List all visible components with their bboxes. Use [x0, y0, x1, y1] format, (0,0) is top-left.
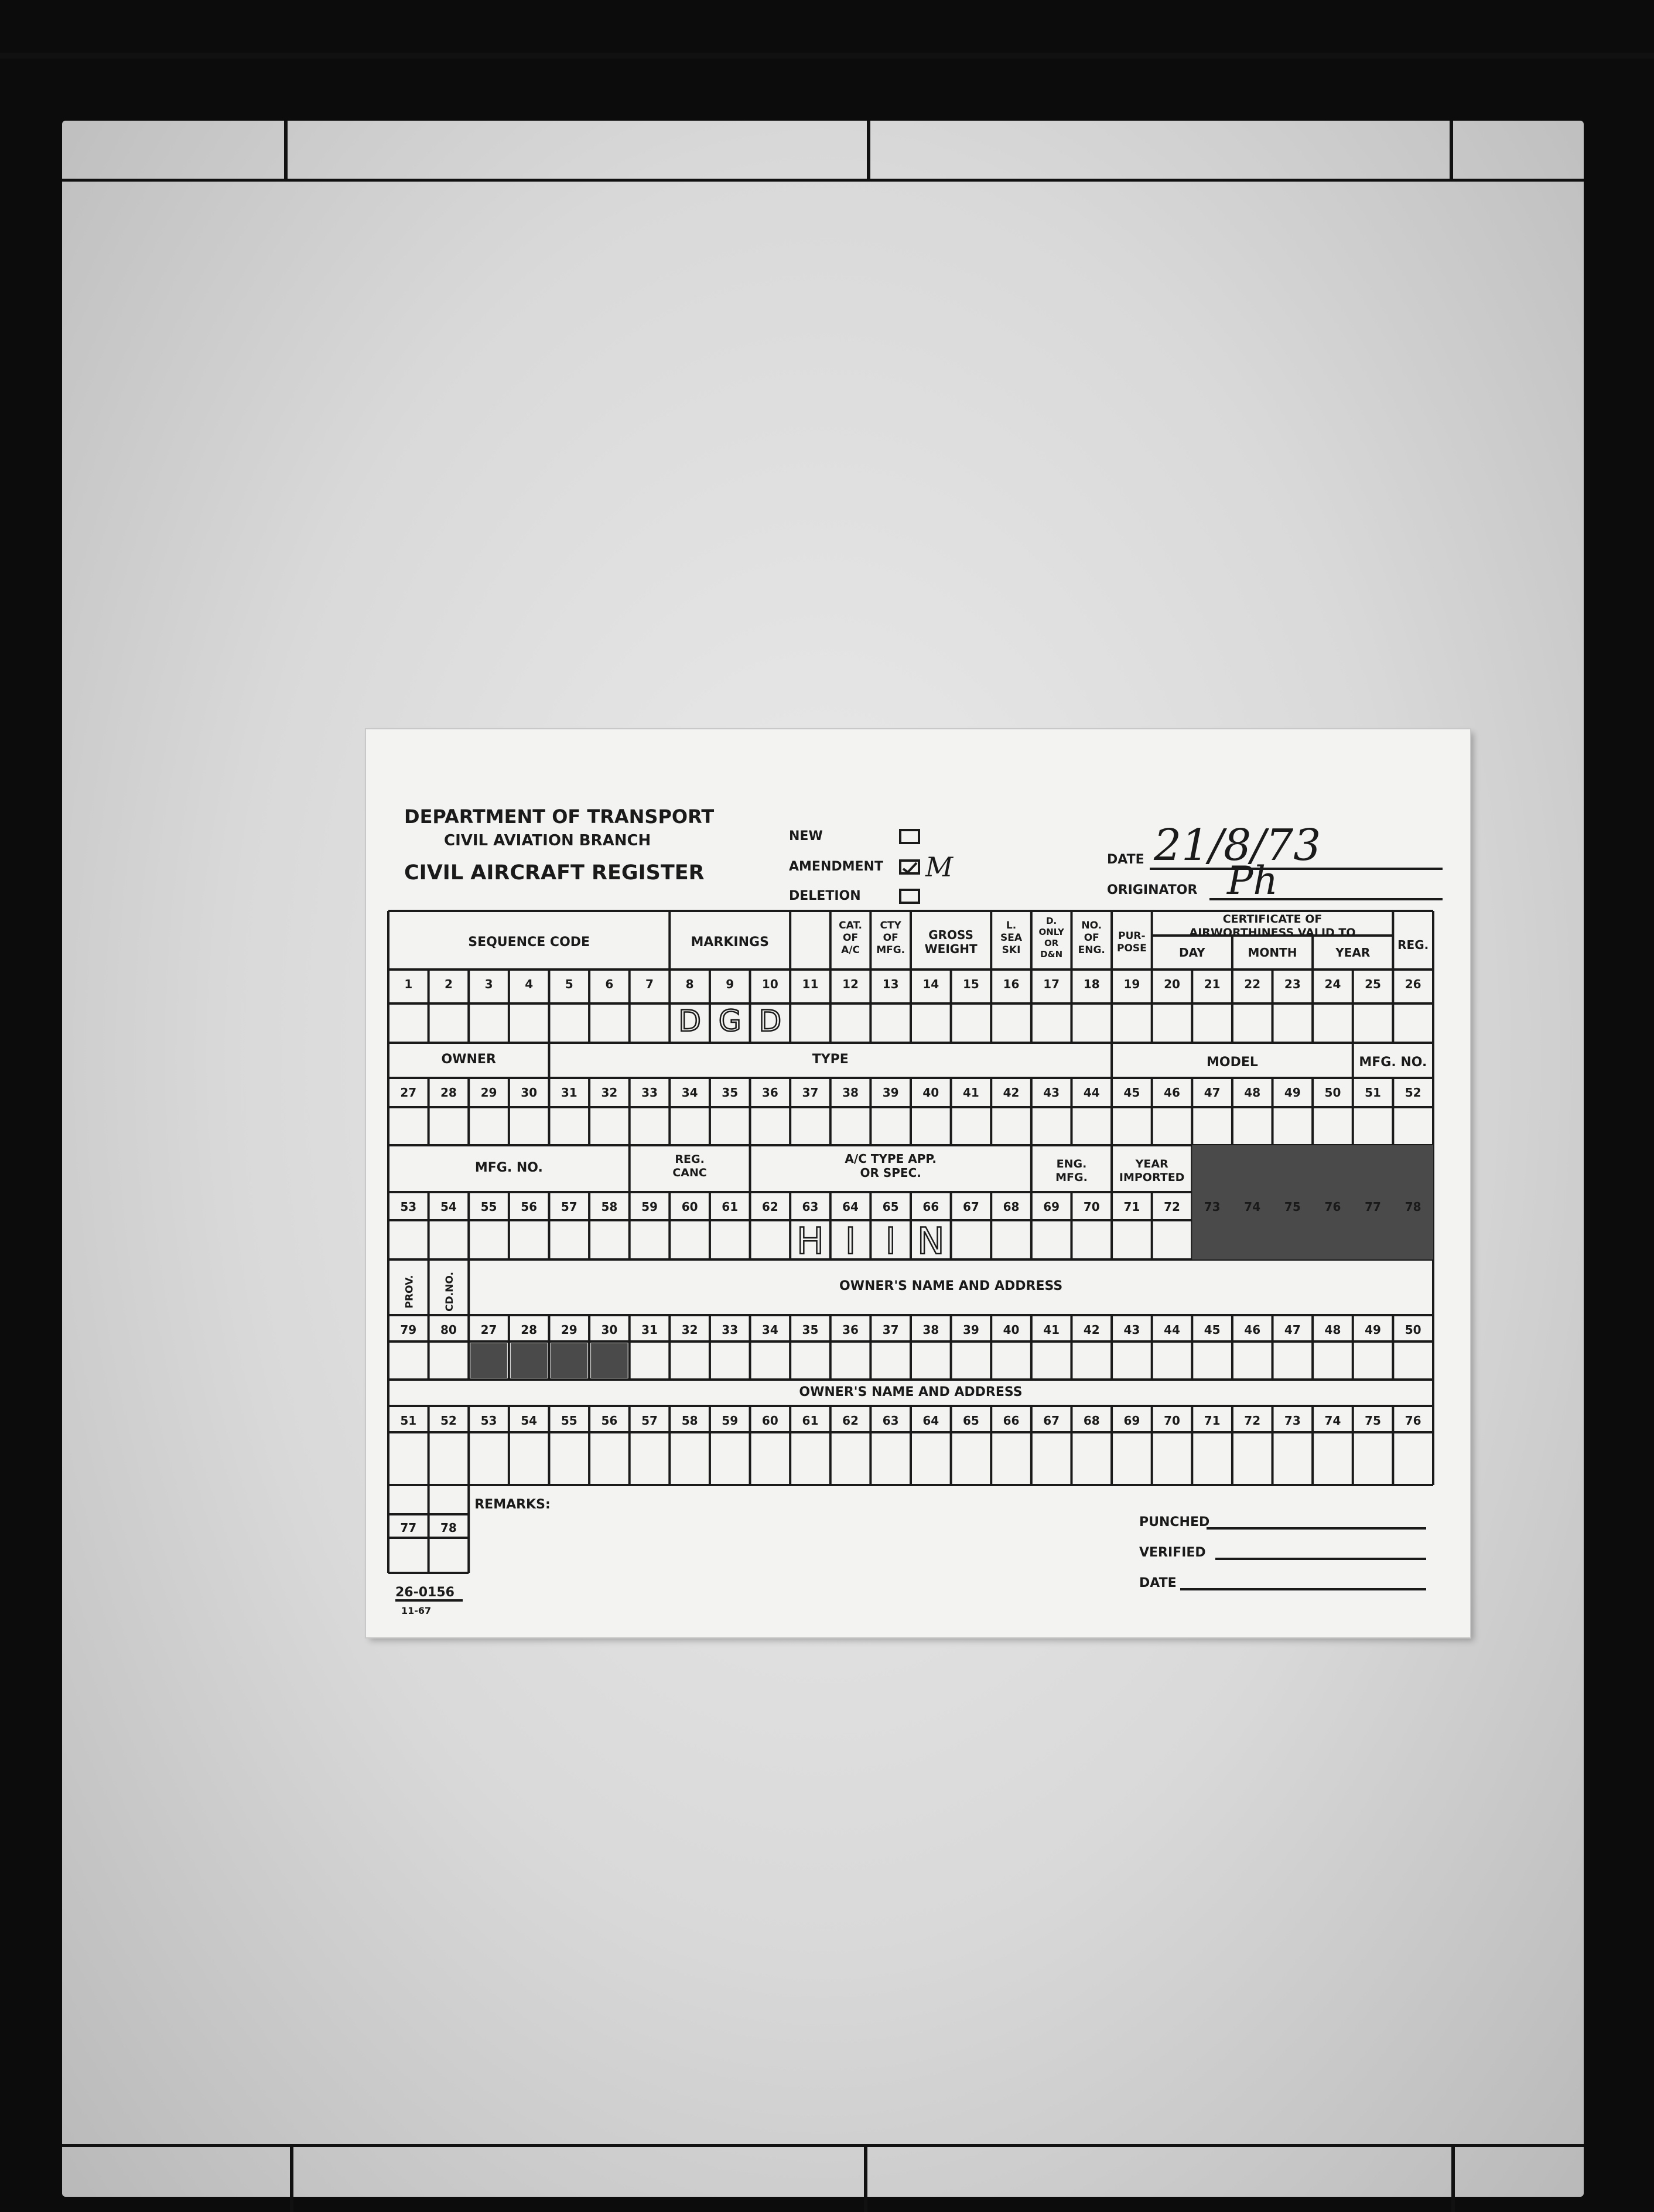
column-number: 12 — [842, 977, 859, 991]
column-number: 41 — [963, 1085, 979, 1100]
option-new-label: NEW — [789, 829, 823, 844]
header-prov: PROV. — [404, 1275, 416, 1309]
header-day-night: D. — [1046, 916, 1057, 926]
header-day-night: ONLY — [1038, 927, 1064, 937]
column-number: 3 — [484, 977, 493, 991]
column-number: 64 — [922, 1414, 939, 1428]
column-number: 20 — [1164, 977, 1180, 991]
column-number: 5 — [565, 977, 573, 991]
column-number: 75 — [1365, 1414, 1381, 1428]
column-number: 34 — [681, 1085, 698, 1100]
shaded-cell — [470, 1343, 507, 1378]
column-number: 65 — [963, 1414, 979, 1428]
column-number: 24 — [1324, 977, 1341, 991]
column-number: 25 — [1365, 977, 1381, 991]
shaded-cell — [551, 1343, 587, 1378]
register-title: CIVIL AIRCRAFT REGISTER — [404, 861, 705, 885]
column-number: 60 — [761, 1414, 778, 1428]
column-number: 30 — [521, 1085, 538, 1100]
header-cd-no: CD.NO. — [443, 1272, 456, 1312]
header-eng-mfg: MFG. — [1055, 1171, 1088, 1184]
column-number: 70 — [1083, 1200, 1100, 1214]
frame-divider — [284, 121, 288, 179]
column-number: 42 — [1003, 1085, 1020, 1100]
column-number: 48 — [1244, 1085, 1261, 1100]
column-number: 68 — [1083, 1414, 1100, 1428]
header-month: MONTH — [1248, 945, 1297, 960]
column-number: 74 — [1324, 1414, 1341, 1428]
header-cty-of-mfg: MFG. — [876, 944, 905, 956]
header-sequence-code: SEQUENCE CODE — [468, 935, 590, 950]
column-number: 57 — [641, 1414, 658, 1428]
header-certificate: CERTIFICATE OF — [1222, 913, 1322, 926]
processing-label-punched: PUNCHED — [1139, 1515, 1210, 1530]
frame-divider — [1451, 2144, 1455, 2212]
frame-divider — [1450, 121, 1453, 179]
header-no-of-eng: OF — [1084, 932, 1099, 944]
column-number: 14 — [922, 977, 939, 991]
column-number: 66 — [922, 1200, 939, 1214]
column-number: 28 — [521, 1323, 538, 1337]
column-number: 35 — [802, 1323, 819, 1337]
column-number: 15 — [963, 977, 979, 991]
column-number: 2 — [444, 977, 453, 991]
shaded-cell — [591, 1343, 628, 1378]
column-number: 36 — [842, 1323, 859, 1337]
header-owners-name-address: OWNER'S NAME AND ADDRESS — [799, 1385, 1023, 1399]
column-number: 22 — [1244, 977, 1261, 991]
column-number: 58 — [601, 1200, 618, 1214]
column-number: 32 — [601, 1085, 618, 1100]
column-number: 1 — [404, 977, 413, 991]
column-number: 39 — [963, 1323, 979, 1337]
header-mfg-no: MFG. NO. — [1359, 1055, 1427, 1070]
column-number: 41 — [1043, 1323, 1060, 1337]
column-number: 31 — [641, 1323, 658, 1337]
header-day-night: D&N — [1040, 949, 1063, 960]
column-number: 56 — [601, 1414, 618, 1428]
header-cat-of-ac: OF — [843, 932, 859, 944]
header-eng-mfg: ENG. — [1056, 1158, 1087, 1170]
column-number: 65 — [882, 1200, 899, 1214]
header-ac-type-app: OR SPEC. — [860, 1166, 921, 1180]
column-number: 4 — [525, 977, 534, 991]
column-number: 72 — [1164, 1200, 1180, 1214]
header-gross-weight: WEIGHT — [924, 942, 978, 956]
column-number: 17 — [1043, 977, 1060, 991]
column-number: 50 — [1324, 1085, 1341, 1100]
column-number: 47 — [1284, 1323, 1301, 1337]
column-number: 57 — [561, 1200, 577, 1214]
column-number: 10 — [761, 977, 778, 991]
column-number: 76 — [1324, 1200, 1341, 1214]
column-number: 11 — [802, 977, 819, 991]
column-number: 44 — [1083, 1085, 1100, 1100]
handwritten-type-approval: I — [885, 1220, 896, 1262]
column-number: 36 — [761, 1085, 778, 1100]
header-purpose: PUR- — [1118, 930, 1146, 942]
column-number: 62 — [842, 1414, 859, 1428]
column-number: 30 — [601, 1323, 618, 1337]
column-number: 46 — [1164, 1085, 1180, 1100]
originator-label: ORIGINATOR — [1107, 883, 1198, 897]
header-type: TYPE — [812, 1052, 849, 1067]
column-number: 21 — [1204, 977, 1221, 991]
column-number: 76 — [1404, 1414, 1421, 1428]
date-label: DATE — [1107, 852, 1144, 867]
processing-label-verified: VERIFIED — [1139, 1545, 1206, 1560]
column-number: 62 — [761, 1200, 778, 1214]
shaded-cell — [511, 1343, 548, 1378]
column-number: 23 — [1284, 977, 1301, 991]
column-number: 33 — [641, 1085, 658, 1100]
column-number: 52 — [440, 1414, 457, 1428]
column-number: 39 — [882, 1085, 899, 1100]
column-number: 38 — [922, 1323, 939, 1337]
column-number: 53 — [480, 1414, 497, 1428]
column-number: 9 — [726, 977, 734, 991]
amendment-note: M — [925, 851, 954, 883]
form-date: 11-67 — [401, 1605, 432, 1616]
header-no-of-eng: ENG. — [1078, 944, 1105, 956]
column-number: 73 — [1204, 1200, 1221, 1214]
column-number: 16 — [1003, 977, 1020, 991]
column-number: 34 — [761, 1323, 778, 1337]
column-number: 55 — [561, 1414, 577, 1428]
header-year-imported: IMPORTED — [1119, 1171, 1185, 1184]
column-number: 68 — [1003, 1200, 1020, 1214]
column-number: 79 — [400, 1323, 417, 1337]
header-gross-weight: GROSS — [928, 928, 973, 942]
column-number: 49 — [1365, 1323, 1381, 1337]
column-number: 75 — [1284, 1200, 1301, 1214]
column-number: 29 — [480, 1085, 497, 1100]
column-number: 6 — [605, 977, 614, 991]
column-number: 67 — [1043, 1414, 1060, 1428]
column-number: 42 — [1083, 1323, 1100, 1337]
column-number: 18 — [1083, 977, 1100, 991]
column-number: 43 — [1123, 1323, 1140, 1337]
shaded-block — [1192, 1145, 1433, 1259]
header-day: DAY — [1178, 945, 1205, 960]
column-number: 74 — [1244, 1200, 1261, 1214]
column-number: 77 — [1365, 1200, 1381, 1214]
frame-line-top-inner — [62, 179, 1584, 182]
handwritten-marking: D — [678, 1004, 701, 1038]
form-number: 26-0156 — [395, 1585, 454, 1600]
column-number: 40 — [1003, 1323, 1020, 1337]
column-number: 53 — [400, 1200, 417, 1214]
column-number: 38 — [842, 1085, 859, 1100]
header-model: MODEL — [1206, 1055, 1258, 1070]
header-ac-type-app: A/C TYPE APP. — [845, 1152, 937, 1166]
remarks-label: REMARKS: — [474, 1497, 551, 1512]
column-number: 27 — [400, 1085, 417, 1100]
column-number: 31 — [561, 1085, 577, 1100]
column-number: 58 — [681, 1414, 698, 1428]
frame-divider — [867, 121, 870, 179]
handwritten-marking: D — [758, 1004, 782, 1038]
column-number: 70 — [1164, 1414, 1180, 1428]
column-number: 61 — [802, 1414, 819, 1428]
frame-divider — [290, 2144, 293, 2212]
column-number: 50 — [1404, 1323, 1421, 1337]
column-number: 37 — [882, 1323, 899, 1337]
column-number: 28 — [440, 1085, 457, 1100]
column-number: 78 — [1404, 1200, 1421, 1214]
header-sea-ski: L. — [1006, 920, 1017, 931]
originator-signature: Ph — [1227, 858, 1278, 903]
column-number: 13 — [882, 977, 899, 991]
column-number: 55 — [480, 1200, 497, 1214]
handwritten-type-approval: I — [845, 1220, 856, 1262]
column-number: 45 — [1123, 1085, 1140, 1100]
header-owners-name-address: OWNER'S NAME AND ADDRESS — [839, 1279, 1063, 1293]
column-number: 32 — [681, 1323, 698, 1337]
column-number: 7 — [645, 977, 654, 991]
frame-divider — [864, 2144, 867, 2212]
column-number: 52 — [1404, 1085, 1421, 1100]
column-number: 43 — [1043, 1085, 1060, 1100]
column-number: 27 — [480, 1323, 497, 1337]
column-number: 19 — [1123, 977, 1140, 991]
header-cty-of-mfg: CTY — [880, 920, 901, 931]
header-reg-canc: CANC — [672, 1166, 707, 1179]
handwritten-marking: G — [718, 1004, 741, 1038]
column-number: 60 — [681, 1200, 698, 1214]
column-number: 59 — [641, 1200, 658, 1214]
column-number: 66 — [1003, 1414, 1020, 1428]
option-deletion-label: DELETION — [789, 889, 861, 903]
column-number: 54 — [521, 1414, 538, 1428]
header-markings: MARKINGS — [691, 935, 769, 950]
header-cat-of-ac: A/C — [841, 944, 860, 956]
column-number: 64 — [842, 1200, 859, 1214]
frame-line-top — [0, 53, 1654, 59]
header-day-night: OR — [1044, 938, 1059, 948]
remarks-column-number: 78 — [440, 1521, 457, 1535]
column-number: 63 — [802, 1200, 819, 1214]
column-number: 69 — [1123, 1414, 1140, 1428]
column-number: 8 — [685, 977, 694, 991]
header-sea-ski: SEA — [1000, 932, 1023, 944]
header-purpose: POSE — [1116, 943, 1147, 954]
column-number: 72 — [1244, 1414, 1261, 1428]
column-number: 67 — [963, 1200, 979, 1214]
department-title: DEPARTMENT OF TRANSPORT — [404, 805, 715, 828]
column-number: 73 — [1284, 1414, 1301, 1428]
processing-label-date: DATE — [1139, 1576, 1177, 1590]
column-number: 46 — [1244, 1323, 1261, 1337]
column-number: 54 — [440, 1200, 457, 1214]
column-number: 40 — [922, 1085, 939, 1100]
handwritten-type-approval: H — [797, 1220, 824, 1262]
column-number: 49 — [1284, 1085, 1301, 1100]
header-no-of-eng: NO. — [1081, 920, 1102, 931]
column-number: 45 — [1204, 1323, 1221, 1337]
column-number: 56 — [521, 1200, 538, 1214]
column-number: 71 — [1204, 1414, 1221, 1428]
header-sea-ski: SKI — [1002, 944, 1021, 956]
header-mfg-no: MFG. NO. — [474, 1160, 543, 1175]
header-reg-canc: REG. — [675, 1153, 705, 1166]
column-number: 71 — [1123, 1200, 1140, 1214]
column-number: 80 — [440, 1323, 457, 1337]
aircraft-register-card — [366, 729, 1470, 1637]
column-number: 37 — [802, 1085, 819, 1100]
handwritten-type-approval: N — [917, 1220, 945, 1262]
header-year: YEAR — [1335, 945, 1371, 960]
header-owner: OWNER — [441, 1052, 496, 1067]
column-number: 69 — [1043, 1200, 1060, 1214]
column-number: 48 — [1324, 1323, 1341, 1337]
header-year-imported: YEAR — [1135, 1158, 1168, 1170]
column-number: 51 — [400, 1414, 417, 1428]
column-number: 35 — [722, 1085, 739, 1100]
header-cat-of-ac: CAT. — [839, 920, 862, 931]
date-value: 21/8/73 — [1154, 820, 1321, 871]
header-cty-of-mfg: OF — [883, 932, 898, 944]
branch-title: CIVIL AVIATION BRANCH — [444, 832, 651, 849]
register-grid — [366, 729, 1470, 1637]
column-number: 63 — [882, 1414, 899, 1428]
option-amendment-label: AMENDMENT — [789, 859, 883, 874]
column-number: 61 — [722, 1200, 739, 1214]
column-number: 59 — [722, 1414, 739, 1428]
column-number: 33 — [722, 1323, 739, 1337]
column-number: 51 — [1365, 1085, 1381, 1100]
header-reg: REG. — [1397, 938, 1429, 952]
column-number: 47 — [1204, 1085, 1221, 1100]
column-number: 44 — [1164, 1323, 1180, 1337]
column-number: 26 — [1404, 977, 1421, 991]
remarks-column-number: 77 — [400, 1521, 417, 1535]
header-certificate: AIRWORTHINESS VALID TO — [1189, 926, 1356, 939]
column-number: 29 — [561, 1323, 577, 1337]
